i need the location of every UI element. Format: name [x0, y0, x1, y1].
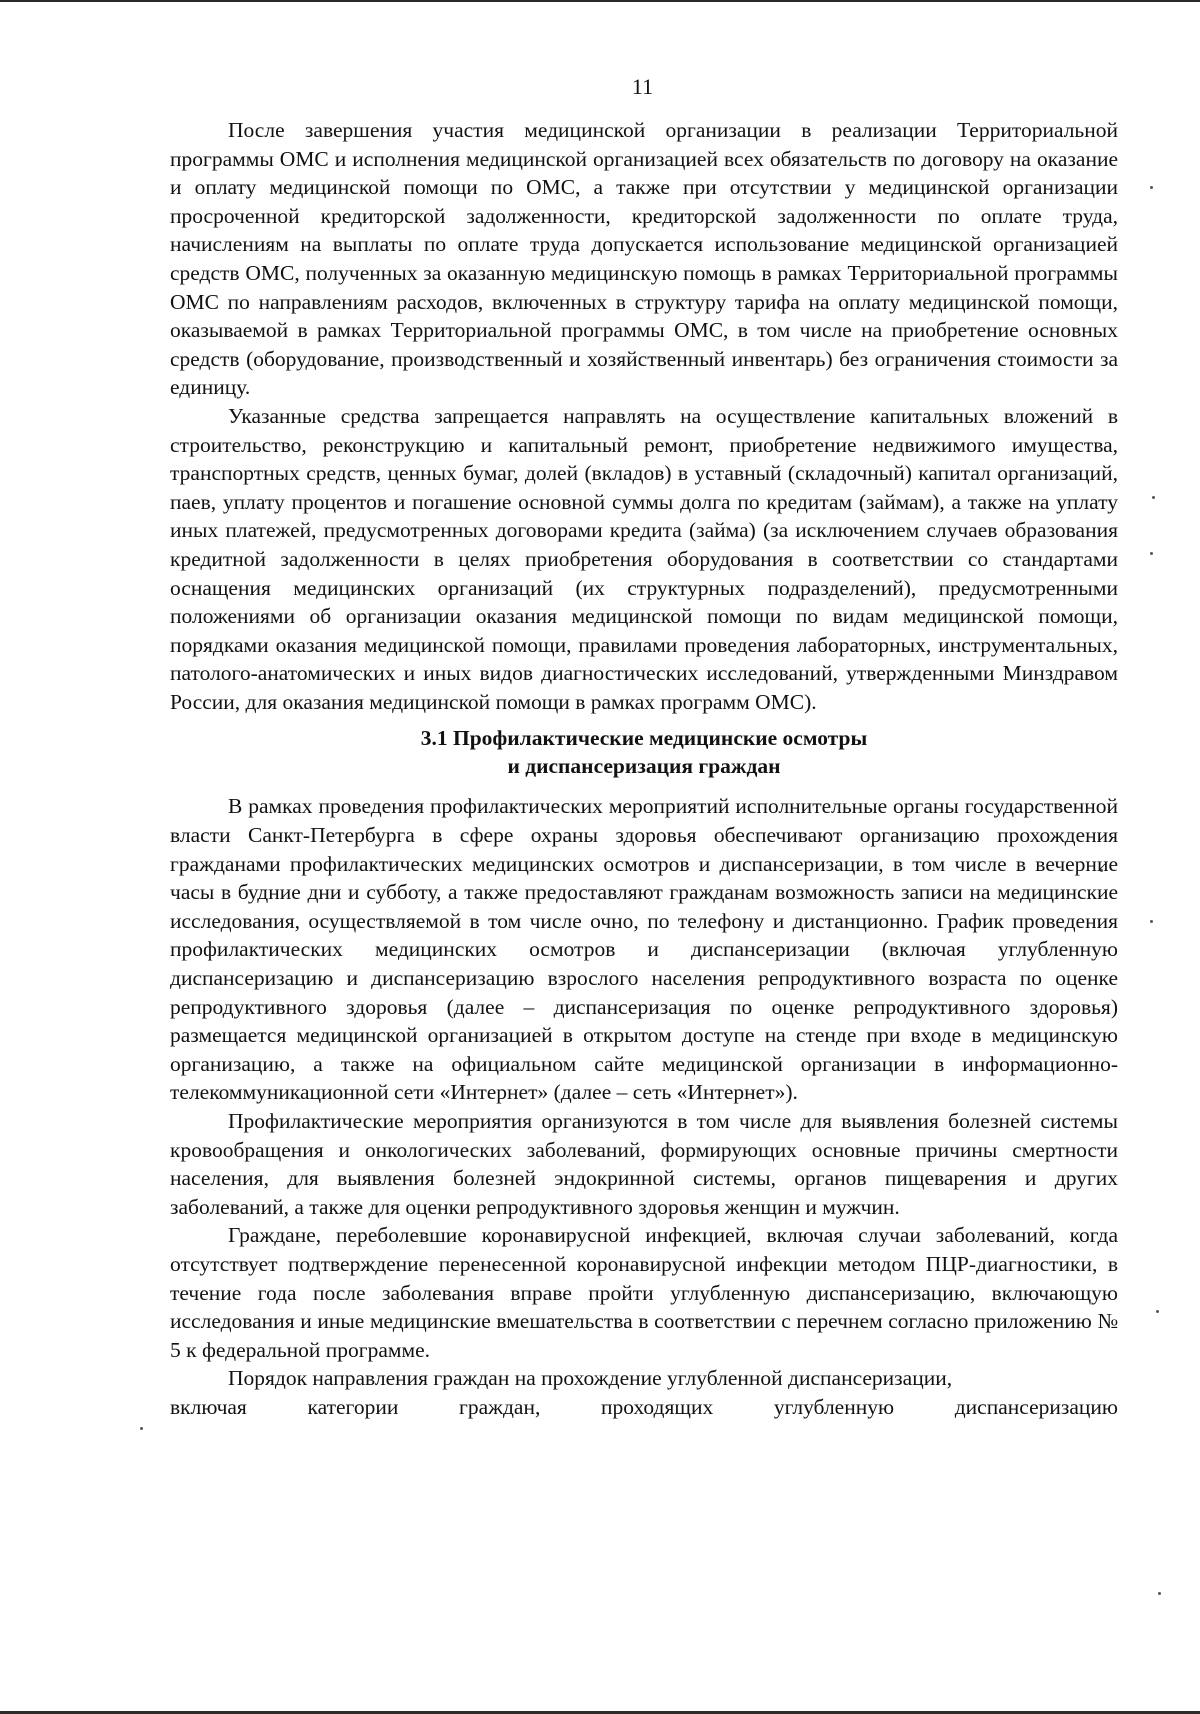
section-heading: [170, 724, 1118, 780]
section-heading-line: и диспансеризация граждан: [507, 754, 781, 779]
page-number: 11: [631, 74, 654, 99]
paragraph: Профилактические мероприятия организуются в том числе для выявления болезней системы кровообращения и онкологических заболеваний, формирующих основные причины смертности населения, для выявления болезней эндокринной системы, органов пищеварения и других заболеваний, а также для оценки репродуктивного здоровья женщин и мужчин.: [170, 1109, 1118, 1219]
scan-speck: [1150, 920, 1153, 923]
section-heading-line: 3.1 Профилактические медицинские осмотры: [420, 726, 868, 751]
paragraph-continuation: включая категории граждан, проходящих углубленную диспансеризацию: [170, 1394, 1118, 1419]
paragraph: В рамках проведения профилактических мероприятий исполнительные органы государственной власти Санкт-Петербурга в сфере охраны здоровья обеспечивают организацию прохождения гражданами профилактических медицинских осмотров и диспансеризации, в том числе в вечерние часы в будние дни и субботу, а также предоставляют гражданам возможность записи на медицинские исследования, осуществляемой в том числе очно, по телефону и дистанционно. График проведения профилактических медицинских осмотров и диспансеризации (включая углубленную диспансеризацию и диспансеризацию взрослого населения репродуктивного возраста по оценке репродуктивного здоровья (далее – диспансеризация по оценке репродуктивного здоровья) размещается медицинской организацией в открытом доступе на стенде при входе в медицинскую организацию, а также на официальном сайте медицинской организации в информационно-телекоммуникационной сети «Интернет» (далее – сеть «Интернет»).: [170, 794, 1118, 1105]
scan-speck: [1158, 1592, 1161, 1595]
paragraph: Граждане, переболевшие коронавирусной инфекцией, включая случаи заболеваний, когда отсутствует подтверждение перенесенной коронавирусной инфекции методом ПЦР-диагностики, в течение года после заболевания вправе пройти углубленную диспансеризацию, включающую исследования и иные медицинские вмешательства в соответствии с перечнем согласно приложению № 5 к федеральной программе.: [170, 1223, 1118, 1362]
paragraph: Порядок направления граждан на прохождение углубленной диспансеризации,: [228, 1366, 953, 1391]
scan-speck: [1150, 186, 1153, 189]
scan-edge-top: [0, 0, 1200, 2]
scan-speck: [1152, 496, 1155, 499]
document-body: [170, 116, 1118, 1422]
scan-speck: [1150, 552, 1153, 555]
scan-speck: [140, 1427, 143, 1430]
paragraph: Указанные средства запрещается направлять на осуществление капитальных вложений в строительство, реконструкцию и капитальный ремонт, приобретение недвижимого имущества, транспортных средств, ценных бумаг, долей (вкладов) в уставный (складочный) капитал организаций, паев, уплату процентов и погашение основной суммы долга по кредитам (займам), а также на уплату иных платежей, предусмотренных договорами кредита (займа) (за исключением случаев образования кредитной задолженности в целях приобретения оборудования в соответствии со стандартами оснащения медицинских организаций (их структурных подразделений), предусмотренными положениями об организации оказания медицинской помощи по видам медицинской помощи, порядками оказания медицинской помощи, правилами проведения лабораторных, инструментальных, патолого-анатомических и иных видов диагностических исследований, утвержденными Минздравом России, для оказания медицинской помощи в рамках программ ОМС).: [170, 403, 1118, 714]
paragraph: После завершения участия медицинской организации в реализации Территориальной программы ОМС и исполнения медицинской организацией всех обязательств по договору на оказание и оплату медицинской помощи по ОМС, а также при отсутствии у медицинской организации просроченной кредиторской задолженности, кредиторской задолженности по оплате труда, начислениям на выплаты по оплате труда допускается использование медицинской организацией средств ОМС, полученных за оказанную медицинскую помощь в рамках Территориальной программы ОМС по направлениям расходов, включенных в структуру тарифа на оплату медицинской помощи, оказываемой в рамках Территориальной программы ОМС, в том числе на приобретение основных средств (оборудование, производственный и хозяйственный инвентарь) без ограничения стоимости за единицу.: [170, 118, 1118, 400]
scan-speck: [1156, 1310, 1159, 1313]
